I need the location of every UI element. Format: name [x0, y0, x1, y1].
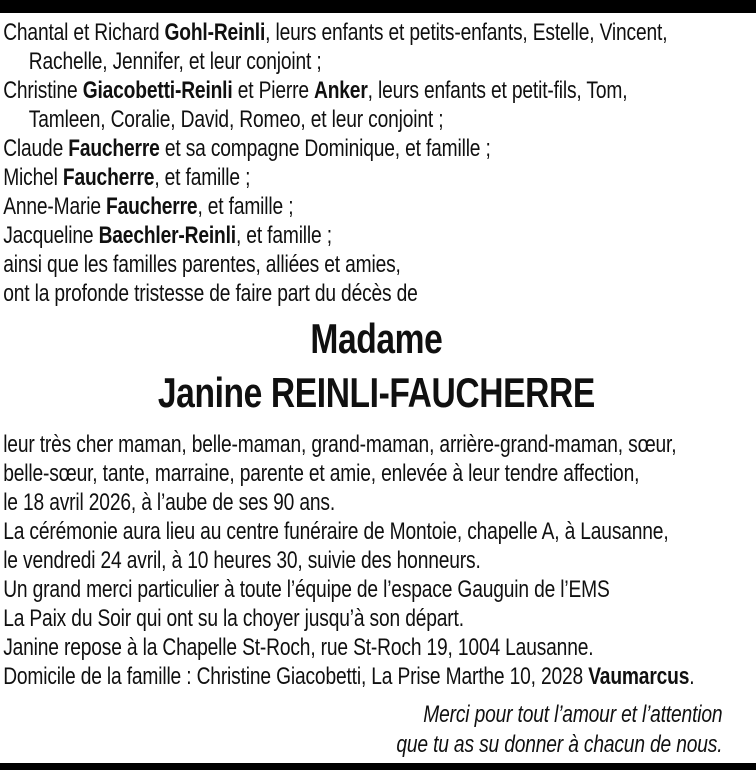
- bottom-rule: [0, 763, 756, 770]
- notice-line: Tamleen, Coralie, David, Romeo, et leur conjoint ;: [28, 106, 444, 133]
- notice-line: Domicile de la famille : Christine Giacobetti, La Prise Marthe 10, 2028 Vaumarcus.: [3, 663, 695, 690]
- notice-line: La cérémonie aura lieu au centre funéraire de Montoie, chapelle A, à Lausanne,: [3, 518, 669, 545]
- title-prefix: Madame: [310, 315, 443, 362]
- notice-line: belle-sœur, tante, marraine, parente et amie, enlevée à leur tendre affection,: [3, 460, 640, 487]
- notice-line: le vendredi 24 avril, à 10 heures 30, suivie des honneurs.: [3, 547, 481, 574]
- closing-line: Merci pour tout l’amour et l’attention: [423, 701, 723, 728]
- notice-line: ainsi que les familles parentes, alliées et amies,: [3, 251, 401, 278]
- closing-line: que tu as su donner à chacun de nous.: [396, 731, 723, 758]
- notice-line: Rachelle, Jennifer, et leur conjoint ;: [28, 48, 322, 75]
- notice-line: La Paix du Soir qui ont su la choyer jusqu’à son départ.: [3, 605, 464, 632]
- closing-quote: [3, 700, 749, 760]
- family-list: [3, 18, 749, 308]
- notice-line: le 18 avril 2026, à l’aube de ses 90 ans.: [3, 489, 336, 516]
- notice-line: Claude Faucherre et sa compagne Dominique, et famille ;: [3, 135, 491, 162]
- notice-line: Un grand merci particulier à toute l’équipe de l’espace Gauguin de l’EMS: [3, 576, 610, 603]
- notice-line: Jacqueline Baechler-Reinli, et famille ;: [3, 222, 332, 249]
- notice-line: Janine repose à la Chapelle St-Roch, rue St-Roch 19, 1004 Lausanne.: [3, 634, 594, 661]
- deceased-name: Janine REINLI-FAUCHERRE: [157, 369, 595, 416]
- notice-line: ont la profonde tristesse de faire part du décès de: [3, 280, 418, 307]
- notice-line: Chantal et Richard Gohl-Reinli, leurs enfants et petits-enfants, Estelle, Vincent,: [3, 19, 668, 46]
- notice-line: leur très cher maman, belle-maman, grand-maman, arrière-grand-maman, sœur,: [3, 431, 677, 458]
- top-rule: [0, 0, 756, 13]
- notice-body: [3, 430, 749, 691]
- notice-line: Michel Faucherre, et famille ;: [3, 164, 251, 191]
- notice-line: Christine Giacobetti-Reinli et Pierre Anker, leurs enfants et petit-fils, Tom,: [3, 77, 628, 104]
- headline: [3, 312, 749, 420]
- notice-line: Anne-Marie Faucherre, et famille ;: [3, 193, 294, 220]
- obituary-notice: [0, 13, 756, 760]
